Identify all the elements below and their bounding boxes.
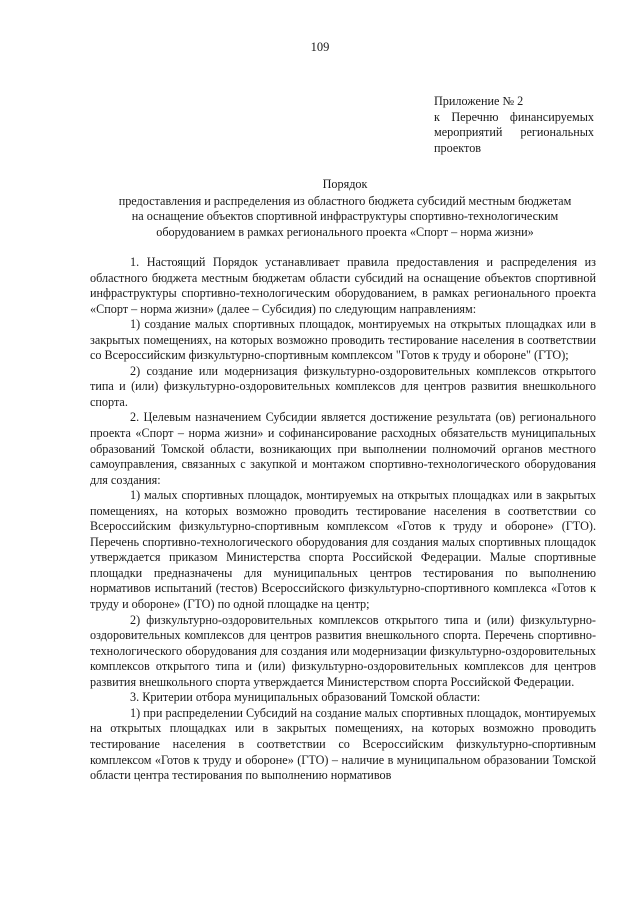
appendix-line-1: Приложение № 2 <box>434 94 524 108</box>
paragraph-section-2: 2. Целевым назначением Субсидии является достижение результата (ов) регионального проекта «Спорт – норма жизни» и софинансирование расходных обязательств муниципальных образований Томской области, возникающих при выполнении полномочий органов местного самоуправления, связанных с закупкой и монтажом спортивно-технологического оборудования для создания: <box>90 410 596 487</box>
document-subtitle-line-3: оборудованием в рамках регионального проекта «Спорт – норма жизни» <box>156 224 534 239</box>
appendix-line-2: к Перечню финансируемых <box>434 109 594 124</box>
paragraph-section-3-item-1: 1) при распределении Субсидий на создание малых спортивных площадок, монтируемых на открытых площадках или в закрытых помещениях, на которых возможно проводить тестирование населения в соответствии со Всероссийским физкультурно-спортивным комплексом «Готов к труду и обороне» (ГТО) – наличие в муниципальном образовании Томской области центра тестирования по выполнению нормативов <box>90 705 596 783</box>
appendix-reference <box>434 94 594 156</box>
paragraph-section-2-item-2: 2) физкультурно-оздоровительных комплексов открытого типа и (или) физкультурно-оздоровительных комплексов для центров развития внешкольного спорта. Перечень спортивно-технологического оборудования для создания или модернизации физкультурно-оздоровительных комплексов открытого типа и (или) физкультурно-оздоровительных комплексов для центров развития внешкольного спорта утверждается Министерством спорта Российской Федерации. <box>90 612 596 689</box>
paragraph-section-2-item-1: 1) малых спортивных площадок, монтируемых на открытых площадках или в закрытых помещениях, на которых возможно проводить тестирование населения в соответствии со Всероссийским физкультурно-спортивным комплексом «Готов к труду и обороне» (ГТО). Перечень спортивно-технологического оборудования для создания малых спортивных площадок утверждается приказом Министерства спорта Российской Федерации. Малые спортивные площадки предназначены для муниципальных центров тестирования по выполнению нормативов испытаний (тестов) Всероссийского физкультурно-спортивного комплекса «Готов к труду и обороне» (ГТО) по одной площадке на центр; <box>90 488 596 612</box>
page-number: 109 <box>310 40 330 54</box>
paragraph-section-1: 1. Настоящий Порядок устанавливает правила предоставления и распределения из областного бюджета местным бюджетам области субсидий на оснащение объектов спортивной инфраструктуры спортивно-технологическим оборудованием, в рамках регионального проекта «Спорт – норма жизни» (далее – Субсидия) по следующим направлениям: <box>90 255 596 316</box>
paragraph-section-1-item-2: 2) создание или модернизация физкультурно-оздоровительных комплексов открытого типа и (или) физкультурно-оздоровительных комплексов для центров развития внешкольного спорта. <box>90 363 596 409</box>
paragraph-section-1-item-1: 1) создание малых спортивных площадок, монтируемых на открытых площадках или в закрытых помещениях, на которых возможно проводить тестирование населения в соответствии со Всероссийским физкультурно-спортивным комплексом "Готов к труду и обороне" (ГТО); <box>90 317 596 363</box>
document-title-block <box>90 177 600 240</box>
document-subtitle-line-1: предоставления и распределения из областного бюджета субсидий местным бюджетам <box>118 193 572 208</box>
appendix-line-4: проектов <box>434 140 482 155</box>
paragraph-section-3: 3. Критерии отбора муниципальных образований Томской области: <box>130 690 481 705</box>
document-body <box>90 255 596 784</box>
document-title: Порядок <box>322 177 368 191</box>
document-subtitle-line-2: на оснащение объектов спортивной инфраструктуры спортивно-технологическим <box>131 209 559 224</box>
appendix-line-3: мероприятий региональных <box>434 125 594 139</box>
